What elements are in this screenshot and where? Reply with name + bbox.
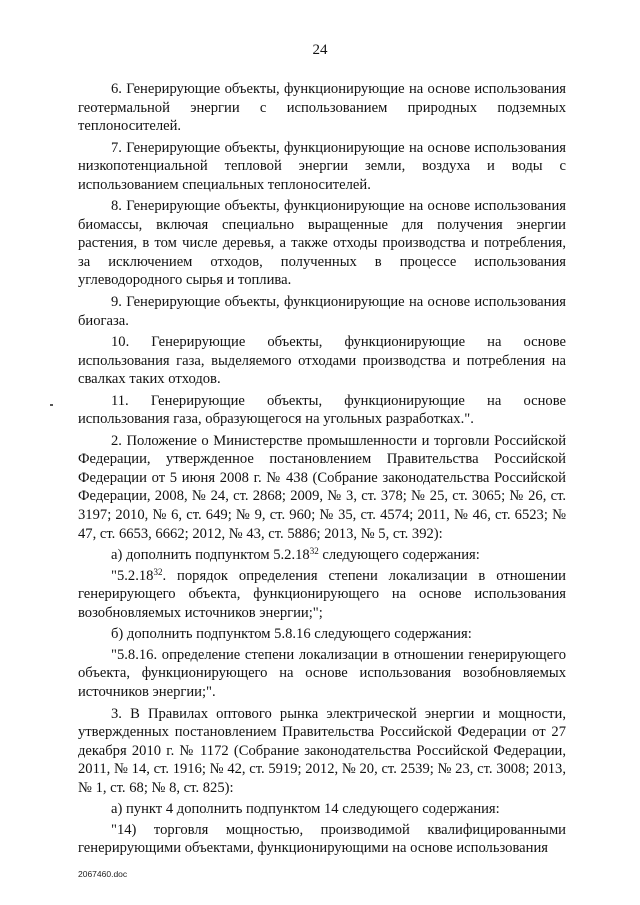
item-a-quote-end: . порядок определения степени локализации в отношении генерирующего объекта, функционирующего на основе использования возобновляемых источников энергии;"; xyxy=(78,567,566,621)
item-b-add-subclause: б) дополнить подпунктом 5.8.16 следующего содержания: xyxy=(111,626,472,643)
paragraph-9: 9. Генерирующие объекты, функционирующие на основе использования биогаза. xyxy=(78,294,566,329)
paragraph-6: 6. Генерирующие объекты, функционирующие на основе использования геотермальной энергии с использованием природных подземных теплоносителей. xyxy=(78,81,566,135)
item-a-text-end: следующего содержания: xyxy=(318,547,480,564)
superscript: 32 xyxy=(153,566,163,577)
scan-artifact xyxy=(50,404,53,406)
paragraph-10: 10. Генерирующие объекты, функционирующие на основе использования газа, выделяемого отходами производства и потребления на свалках таких отходов. xyxy=(78,334,566,388)
page-number: 24 xyxy=(312,42,328,58)
superscript: 32 xyxy=(309,546,319,557)
footer-document-code: 2067460.doc xyxy=(78,869,128,879)
item-b-quote: "5.8.16. определение степени локализации в отношении генерирующего объекта, функционирующего на основе использования возобновляемых источников энергии;". xyxy=(78,646,566,700)
paragraph-3-wholesale-rules: 3. В Правилах оптового рынка электрической энергии и мощности, утвержденных постановлением Правительства Российской Федерации от 27 декабря 2010 г. № 1172 (Собрание законодательства Российской Федерации, 2011, № 14, ст. 1916; № 42, ст. 5919; 2012, № 20, ст. 2539; № 23, ст. 3008; 2013, № 1, ст. 68; № 8, ст. 825): xyxy=(78,705,566,796)
item-3a: а) пункт 4 дополнить подпунктом 14 следующего содержания: xyxy=(111,801,500,818)
item-3a-quote: "14) торговля мощностью, производимой квалифицированными генерирующими объектами, функционирующими на основе использования xyxy=(78,821,566,857)
paragraph-11: 11. Генерирующие объекты, функционирующие на основе использования газа, образующегося на угольных разработках.". xyxy=(78,392,566,428)
item-a-text-start: а) дополнить подпунктом 5.2.18 xyxy=(111,547,310,564)
paragraph-7: 7. Генерирующие объекты, функционирующие на основе использования низкопотенциальной тепловой энергии земли, воздуха и воды с использованием специальных теплоносителей. xyxy=(78,139,566,193)
paragraph-8: 8. Генерирующие объекты, функционирующие на основе использования биомассы, включая специально выращенные для получения энергии растения, в том числе деревья, а также отходы производства и потребления, за исключением отходов, полученных в процессе использования углеводородного сырья и топлива. xyxy=(78,198,566,289)
item-a-quote xyxy=(78,567,566,623)
item-a-add-subclause xyxy=(78,546,566,565)
document-body xyxy=(78,80,566,861)
paragraph-ministry-regulation: 2. Положение о Министерстве промышленности и торговли Российской Федерации, утвержденное постановлением Правительства Российской Федерации от 5 июня 2008 г. № 438 (Собрание законодательства Российской Федерации, 2008, № 24, ст. 2868; 2009, № 3, ст. 378; № 25, ст. 3065; № 26, ст. 3197; 2010, № 6, ст. 649; № 9, ст. 960; № 35, ст. 4574; 2011, № 46, ст. 6523; № 47, ст. 6653, 6662; 2012, № 43, ст. 5886; 2013, № 5, ст. 392): xyxy=(78,432,566,542)
item-a-quote-start: "5.2.18 xyxy=(111,567,154,584)
